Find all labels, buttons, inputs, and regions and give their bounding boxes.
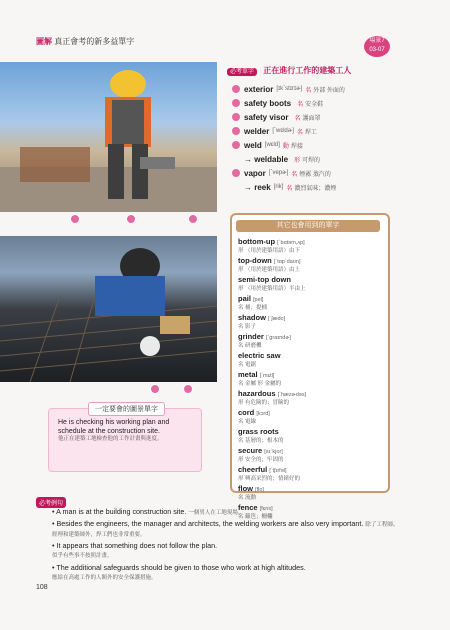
- section-label: 必考單字: [227, 68, 257, 76]
- example-sentence: • A man is at the building construction site. 一個男人在工地現場。: [52, 507, 244, 516]
- vocab-meaning: 名 流動: [238, 495, 257, 501]
- vocab-word: vapor: [244, 168, 266, 178]
- other-vocab-item: [238, 370, 378, 387]
- vocab-meaning: 名 金屬 形 金屬的: [238, 381, 282, 387]
- scene-badge: [364, 36, 390, 57]
- vocab-phonetic: [wɛld]: [264, 142, 280, 148]
- vocab-meaning: 護面罩: [302, 115, 321, 122]
- vocab-word: flow: [238, 484, 253, 493]
- vocab-meaning: 外部 外面的: [313, 87, 345, 94]
- vocab-meaning: 名 籬笆；柵欄: [238, 514, 273, 520]
- examples-label: 必考例句: [36, 497, 66, 508]
- vocab-item: [232, 138, 412, 152]
- vocab-word: metal: [238, 370, 258, 379]
- vocab-meaning: 濃烈氣味；濃煙: [294, 185, 337, 192]
- vocab-item: [232, 110, 412, 124]
- vocab-item: [232, 166, 412, 180]
- bullet-icon: [232, 113, 240, 121]
- vocab-meaning: 名 基層的；根本的: [238, 438, 284, 444]
- vocab-phonetic: [ˋtɑpˋdaʊn]: [273, 259, 301, 265]
- header-tag: 圖解: [36, 37, 52, 46]
- photo-sentence-cn: 他正在建築工地檢查他的工作計畫與進度。: [58, 436, 163, 442]
- vocab-meaning: 形 興高采烈的；情緒好的: [238, 476, 301, 482]
- vocab-pos: 名: [297, 101, 304, 108]
- example-en: A man is at the building construction site.: [56, 507, 187, 516]
- vocab-meaning: 煙霧 蒸汽的: [299, 171, 331, 178]
- example-cn: 除了工程師、經理和建築師外，焊工們也非常重要。: [52, 522, 399, 538]
- example-en: The additional safeguards should be given to those who work at high altitudes.: [56, 563, 306, 572]
- vocab-pos: 名: [291, 171, 298, 178]
- welder-illustration: [0, 236, 217, 382]
- vocab-word: → reek: [244, 182, 271, 192]
- bullet-icon: [232, 85, 240, 93]
- bullet-icon: [232, 169, 240, 177]
- vocab-meaning: 焊接: [290, 143, 303, 150]
- vocab-meaning: 可焊的: [302, 157, 321, 164]
- vocab-word: electric saw: [238, 351, 281, 360]
- other-vocab-title: 其它也會用到的單字: [236, 220, 380, 232]
- example-en: Besides the engineers, the manager and architects, the welding workers are also very important.: [56, 519, 364, 528]
- other-vocab-item: [238, 389, 378, 406]
- photo1-markers: [0, 214, 217, 224]
- vocab-word: exterior: [244, 84, 274, 94]
- other-vocab-item: [238, 275, 378, 292]
- vocab-word: cheerful: [238, 465, 268, 474]
- other-vocab-item: [238, 484, 378, 501]
- section-title: [227, 65, 351, 76]
- vocab-phonetic: [ˋvepɚ]: [268, 170, 289, 176]
- vocab-pos: 名: [305, 87, 312, 94]
- vocab-word: safety boots: [244, 98, 292, 108]
- other-vocab-item: [238, 332, 378, 349]
- vocab-word: shadow: [238, 313, 266, 322]
- vocab-phonetic: [ˋtʃɪrfəl]: [269, 468, 287, 474]
- vocab-meaning: 形 （用於建築用語）由上: [238, 267, 301, 273]
- vocab-phonetic: [fɛns]: [259, 506, 273, 512]
- vocab-phonetic: [kɔrd]: [256, 411, 270, 417]
- example-sentence: • It appears that something does not follow the plan. 似乎有些事不按照計畫。: [52, 541, 218, 559]
- other-vocab-item: [238, 408, 378, 425]
- badge-line2: 03-07: [369, 47, 385, 53]
- vocab-word: safety visor: [244, 112, 289, 122]
- vocab-item: [232, 180, 412, 194]
- other-vocab-item: [238, 427, 378, 444]
- marker-dot: [70, 214, 80, 224]
- vocab-phonetic: [rik]: [273, 184, 284, 190]
- other-vocab-item: [238, 256, 378, 273]
- vocab-word: hazardous: [238, 389, 276, 398]
- example-cn: 應給在高處工作的人額外的安全保護措施。: [52, 574, 157, 581]
- vocab-phonetic: [ˋbɑtəm,ʌp]: [277, 240, 305, 246]
- vocab-meaning: 名 桶；提桶: [238, 305, 268, 311]
- vocab-meaning: 形 安全的；牢固的: [238, 457, 284, 463]
- construction-worker-photo: [0, 62, 217, 212]
- worker-illustration: [0, 62, 217, 212]
- vocab-word: → weldable: [244, 154, 289, 164]
- vocab-word: welder: [244, 126, 270, 136]
- bullet-icon: [232, 99, 240, 107]
- vocab-pos: 名: [286, 185, 293, 192]
- example-sentence: • The additional safeguards should be given to those who work at high altitudes. 應給在高處工作的人額外的安全保護措施。: [52, 563, 306, 581]
- vocab-word: grass roots: [238, 427, 279, 436]
- example-sentence: • Besides the engineers, the manager and architects, the welding workers are also very important. 除了工程師、經理和建築師外，焊工們也非常重要。: [52, 519, 399, 538]
- vocab-item: [232, 82, 412, 96]
- example-en: It appears that something does not follow the plan.: [56, 541, 218, 550]
- other-vocab-list: [238, 237, 378, 522]
- vocab-pos: 名: [294, 115, 301, 122]
- example-cn: 似乎有些事不按照計畫。: [52, 552, 113, 559]
- vocab-meaning: 名 電鋸: [238, 362, 257, 368]
- vocab-phonetic: [ˋʃædo]: [268, 316, 286, 322]
- example-cn: 一個男人在工地現場。: [188, 510, 244, 516]
- vocab-word: bottom-up: [238, 237, 276, 246]
- vocab-pos: 形: [294, 157, 301, 164]
- vocab-phonetic: [flo]: [255, 487, 264, 493]
- welder-photo: [0, 236, 217, 382]
- header-title: 真正會考的新多益單字: [54, 37, 135, 46]
- vocab-phonetic: [sɪˋkjʊr]: [264, 449, 283, 455]
- vocab-pos: 動: [282, 143, 289, 150]
- other-vocab-item: [238, 465, 378, 482]
- bullet-icon: [232, 141, 240, 149]
- other-vocab-item: [238, 237, 378, 254]
- vocab-phonetic: [pel]: [253, 297, 264, 303]
- vocab-pos: 名: [296, 129, 303, 136]
- vocab-word: top-down: [238, 256, 272, 265]
- section-title-text: 正在進行工作的建築工人: [263, 66, 352, 75]
- vocab-meaning: 安全鞋: [305, 101, 324, 108]
- other-vocab-item: [238, 446, 378, 463]
- vocab-phonetic: [ˋgraɪndɚ]: [265, 335, 291, 341]
- badge-line1: 場景7: [369, 38, 385, 44]
- vocab-word: grinder: [238, 332, 264, 341]
- vocab-word: weld: [244, 140, 262, 150]
- vocab-word: secure: [238, 446, 263, 455]
- other-vocab-item: [238, 351, 378, 368]
- vocab-meaning: 形 有危險的；冒險的: [238, 400, 290, 406]
- vocab-meaning: 名 影子: [238, 324, 257, 330]
- vocab-item: [232, 96, 412, 110]
- photo2-markers: [0, 384, 217, 394]
- vocab-phonetic: [ˋmɛtl]: [259, 373, 275, 379]
- vocab-meaning: 形 （用於建築用語）由下: [238, 248, 301, 254]
- page-header: [36, 36, 134, 47]
- vocab-item: [232, 124, 412, 138]
- other-vocab-item: [238, 313, 378, 330]
- vocab-word: pail: [238, 294, 251, 303]
- vocab-list: [232, 82, 412, 194]
- marker-dot: [183, 384, 193, 394]
- marker-dot: [126, 214, 136, 224]
- page-number: 108: [36, 584, 48, 591]
- vocab-meaning: 名 電線: [238, 419, 257, 425]
- vocab-meaning: 名 研磨機: [238, 343, 262, 349]
- photo-sentence: [58, 418, 194, 443]
- vocab-item: [232, 152, 412, 166]
- vocab-phonetic: [ˋhæzɚdəs]: [277, 392, 307, 398]
- bullet-icon: [232, 127, 240, 135]
- photo-sentence-en: He is checking his working plan and schedule at the construction site.: [58, 419, 170, 435]
- vocab-word: cord: [238, 408, 255, 417]
- vocab-phonetic: [ˋwɛldɚ]: [272, 128, 294, 134]
- other-vocab-item: [238, 294, 378, 311]
- marker-dot: [150, 384, 160, 394]
- vocab-meaning: 形 （用於建築用語）半由上: [238, 286, 306, 292]
- photo-sentence-title: 一定要會的圖景單字: [88, 402, 165, 416]
- marker-dot: [188, 214, 198, 224]
- vocab-meaning: 焊工: [304, 129, 317, 136]
- vocab-phonetic: [ɪkˋstɪrɪɚ]: [276, 86, 303, 92]
- vocab-word: fence: [238, 503, 258, 512]
- vocab-word: semi-top down: [238, 275, 291, 284]
